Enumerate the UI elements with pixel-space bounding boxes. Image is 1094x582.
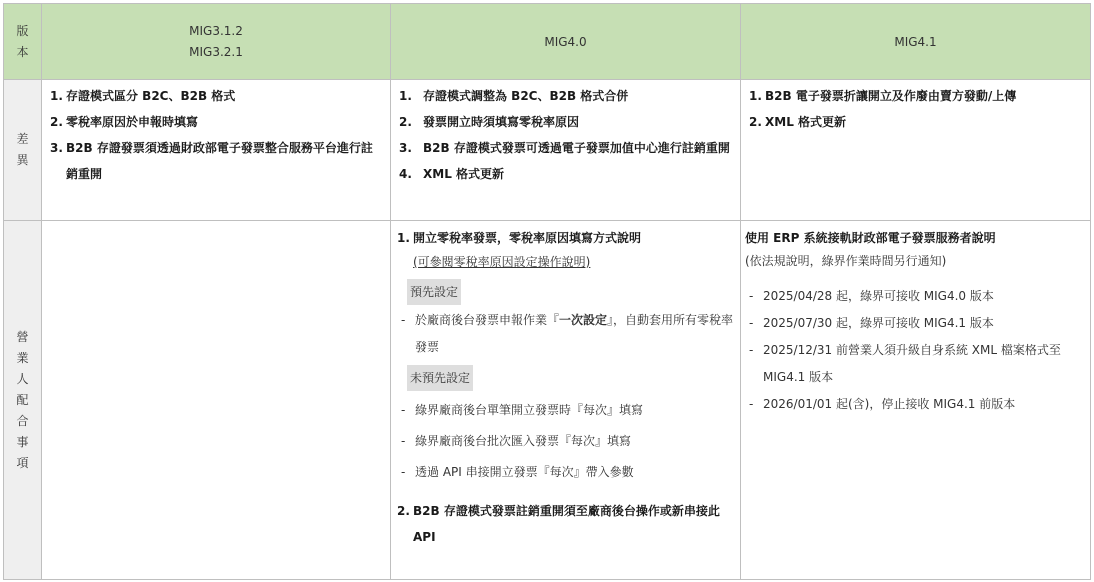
header-mig321: MIG3.2.1: [189, 44, 243, 59]
preset-text-pre: 於廠商後台發票申報作業『: [415, 313, 560, 327]
item-text: 發票開立時須填寫零稅率原因: [423, 115, 580, 129]
dash-bullet: -: [401, 313, 406, 327]
dash-bullet: -: [749, 289, 754, 303]
preset-text-post: 』，自動套用所有零稅率發票: [415, 313, 734, 354]
ops-item-zero-tax: [397, 225, 734, 251]
header-mig40-cell: [391, 4, 741, 80]
nopreset-item: [397, 428, 734, 455]
item-text: 零稅率原因於申報時填寫: [66, 115, 199, 129]
diff-mig40-item: [399, 161, 734, 187]
item-text: 存證模式區分 B2C、B2B 格式: [66, 89, 236, 103]
header-mig40: MIG4.0: [544, 34, 587, 49]
item-number: 1.: [399, 89, 412, 103]
dash-bullet: -: [749, 343, 754, 357]
diff-mig3-item: [50, 83, 384, 109]
ops-mig3-cell: [42, 221, 391, 580]
item-number: 2.: [399, 115, 412, 129]
dash-bullet: -: [401, 434, 406, 448]
dash-bullet: -: [749, 397, 754, 411]
item-number: 4.: [399, 167, 412, 181]
nopreset-text: 透過 API 串接開立發票『每次』帶入參數: [415, 465, 634, 479]
header-row: [4, 4, 1091, 80]
dash-bullet: -: [401, 465, 406, 479]
item-text: XML 格式更新: [765, 115, 847, 129]
diff-mig40-cell: [391, 80, 741, 221]
diff-label-cell: [4, 80, 42, 221]
item-number: 3.: [399, 141, 412, 155]
header-mig41-cell: [741, 4, 1091, 80]
item-number: 1.: [749, 89, 762, 103]
diff-mig40-item: [399, 109, 734, 135]
ops-label: 營業人配合事項: [16, 329, 29, 470]
header-corner-cell: [4, 4, 42, 80]
dash-bullet: -: [749, 316, 754, 330]
schedule-text: 2025/07/30 起，綠界可接收 MIG4.1 版本: [763, 316, 994, 330]
erp-schedule-item: [745, 310, 1084, 337]
ops-label-cell: [4, 221, 42, 580]
nopreset-text: 綠界廠商後台批次匯入發票『每次』填寫: [415, 434, 632, 448]
erp-note: (依法規說明，綠界作業時間另行通知): [745, 254, 947, 268]
header-mig312: MIG3.1.2: [189, 23, 243, 38]
diff-mig40-item: [399, 135, 734, 161]
nopreset-label: 未預先設定: [407, 365, 473, 391]
ops-mig40-cell: [391, 221, 741, 580]
item-number: 3.: [50, 141, 63, 155]
item-number: 2.: [749, 115, 762, 129]
diff-mig3-item: [50, 135, 384, 187]
erp-schedule-item: [745, 283, 1084, 310]
dash-bullet: -: [401, 403, 406, 417]
erp-schedule-item: [745, 337, 1084, 391]
ops-item-b2b-reissue: [397, 498, 734, 550]
item-text: B2B 電子發票折讓開立及作廢由賣方發動/上傳: [765, 89, 1017, 103]
erp-schedule-item: [745, 391, 1084, 418]
item-text: B2B 存證發票須透過財政部電子發票整合服務平台進行註銷重開: [66, 141, 373, 181]
diff-mig41-item: [749, 83, 1084, 109]
item-text: B2B 存證模式發票註銷重開須至廠商後台操作或新串接此 API: [413, 504, 720, 544]
item-number: 2.: [397, 504, 410, 518]
zero-tax-reference-link[interactable]: (可參閱零稅率原因設定操作說明): [413, 255, 591, 269]
diff-mig41-item: [749, 109, 1084, 135]
item-text: XML 格式更新: [423, 167, 505, 181]
header-mig3-cell: [42, 4, 391, 80]
diff-label: 差異: [16, 132, 29, 167]
nopreset-item: [397, 459, 734, 486]
diff-mig41-cell: [741, 80, 1091, 221]
item-number: 2.: [50, 115, 63, 129]
item-text: 開立零稅率發票，零稅率原因填寫方式說明: [413, 231, 642, 245]
diff-row: [4, 80, 1091, 221]
preset-label: 預先設定: [407, 279, 461, 305]
nopreset-text: 綠界廠商後台單筆開立發票時『每次』填寫: [415, 403, 644, 417]
mig-comparison-table: [3, 3, 1091, 580]
diff-mig3-cell: [42, 80, 391, 221]
header-mig41: MIG4.1: [894, 34, 937, 49]
item-text: B2B 存證模式發票可透過電子發票加值中心進行註銷重開: [423, 141, 730, 155]
nopreset-item: [397, 397, 734, 424]
header-corner-label: 版本: [16, 23, 29, 59]
preset-item: [397, 307, 734, 361]
preset-text-bold: 一次設定: [559, 313, 608, 327]
ops-mig41-cell: [741, 221, 1091, 580]
schedule-text: 2025/12/31 前營業人須升級自身系統 XML 檔案格式至 MIG4.1 版本: [763, 343, 1061, 384]
ops-row: [4, 221, 1091, 580]
item-number: 1.: [50, 89, 63, 103]
diff-mig40-item: [399, 83, 734, 109]
item-text: 存證模式調整為 B2C、B2B 格式合併: [423, 89, 629, 103]
schedule-text: 2025/04/28 起，綠界可接收 MIG4.0 版本: [763, 289, 994, 303]
erp-title: 使用 ERP 系統接軌財政部電子發票服務者說明: [745, 231, 996, 245]
diff-mig3-item: [50, 109, 384, 135]
item-number: 1.: [397, 231, 410, 245]
schedule-text: 2026/01/01 起(含)，停止接收 MIG4.1 前版本: [763, 397, 1016, 411]
